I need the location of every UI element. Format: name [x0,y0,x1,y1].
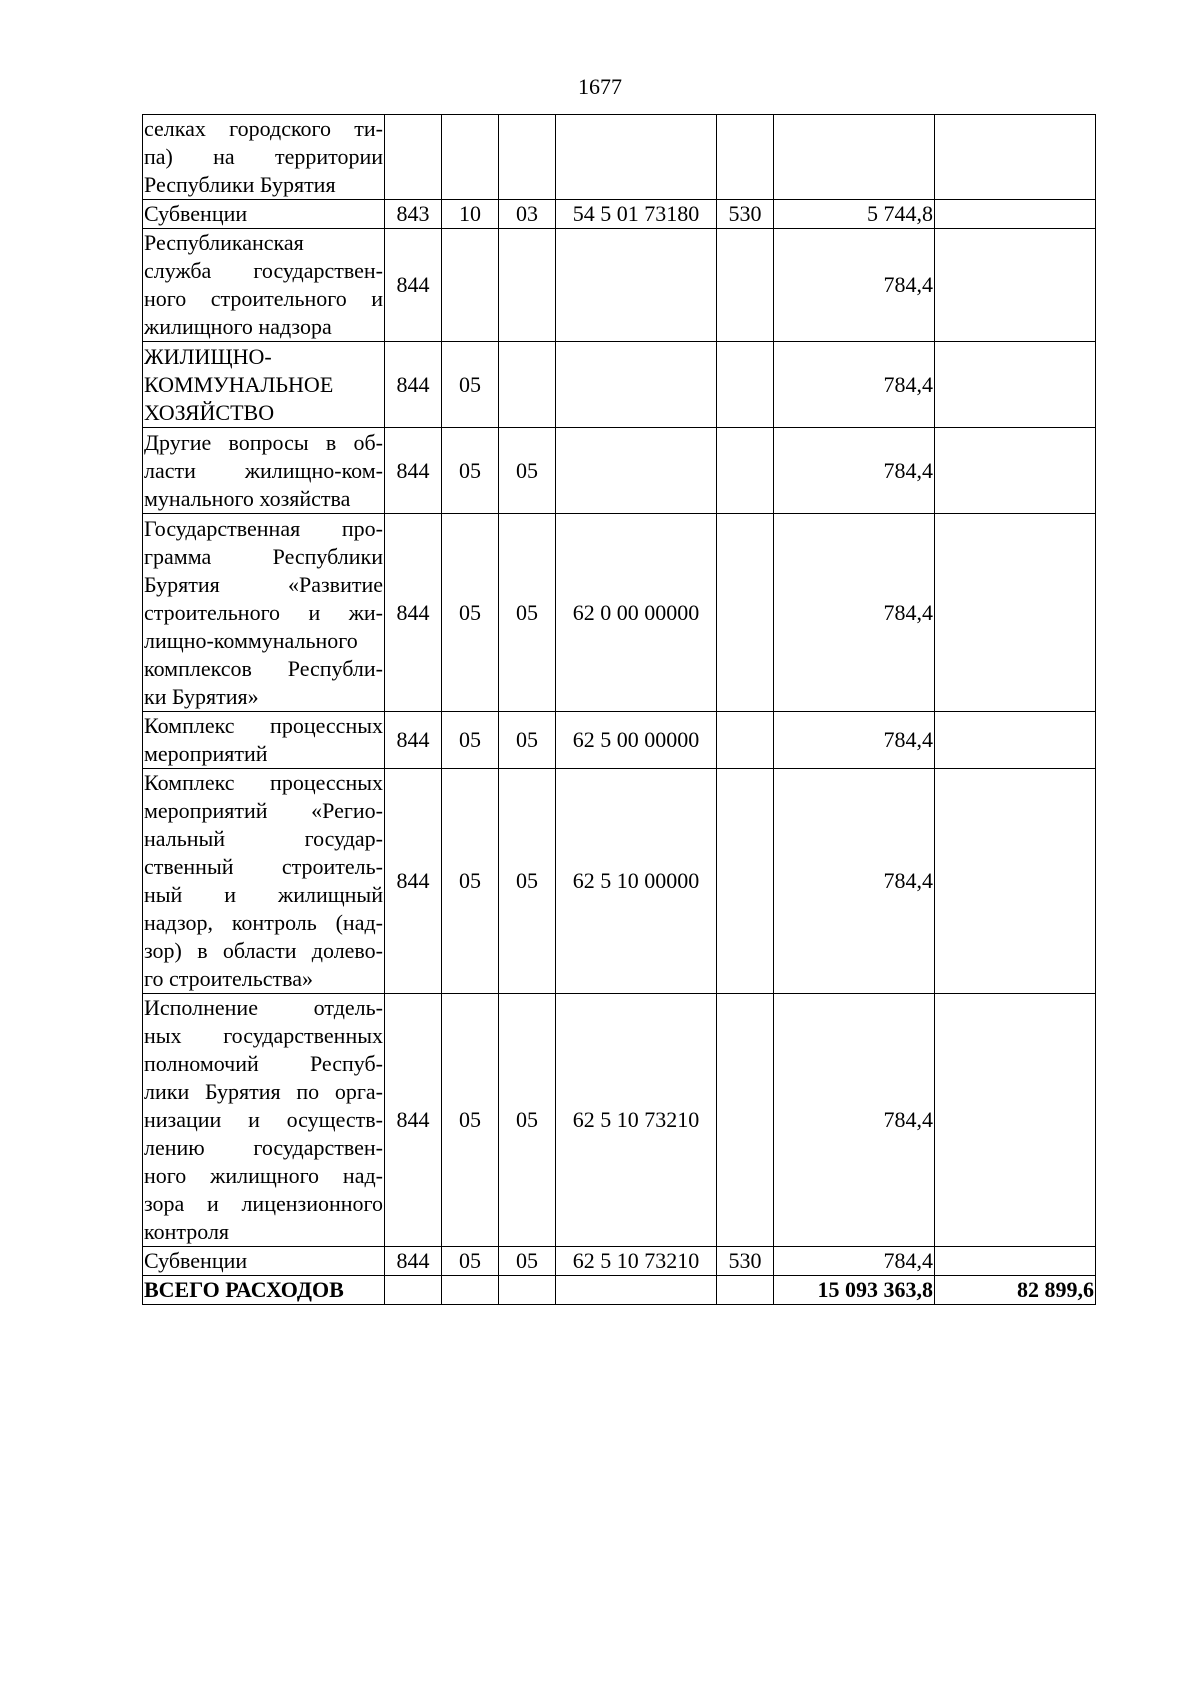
item-name-line: Субвенции [144,201,248,226]
target-article-cell [556,229,717,342]
amount-extra-cell [935,229,1096,342]
item-name-line: служба государствен- [144,258,383,283]
amount-extra-cell [935,994,1096,1247]
target-article-cell: 62 5 10 00000 [556,769,717,994]
item-name-line: Другие вопросы в об- [144,429,383,455]
item-name-line: зора и лицензионного [144,1191,383,1216]
amount-extra-cell [935,428,1096,514]
item-name-cell [143,769,385,994]
section-code-cell: 10 [442,200,499,229]
subsection-code-cell: 05 [499,1247,556,1276]
table-row [143,769,1096,994]
item-name-line: мероприятий [144,741,268,766]
ministry-code-cell: 844 [385,712,442,769]
item-name-line: Республики Бурятия [144,172,336,197]
subsection-code-cell: 03 [499,200,556,229]
item-name-line: мунального хозяйства [144,485,351,511]
item-name-line: Субвенции [144,1248,248,1273]
item-name-line: ЖИЛИЩНО- [144,343,272,369]
target-article-cell: 62 5 10 73210 [556,994,717,1247]
item-name-line: низации и осуществ- [144,1107,383,1132]
item-name-line: Исполнение отдель- [144,995,383,1020]
table-body [143,115,1096,1305]
subsection-code-cell [499,115,556,200]
expense-type-cell [717,769,774,994]
target-article-cell [556,428,717,514]
item-name-cell [143,994,385,1247]
table-row [143,229,1096,342]
item-name-cell [143,1247,385,1276]
item-name-line: ки Бурятия» [144,683,259,709]
ministry-code-cell: 844 [385,514,442,712]
target-article-cell: 62 5 00 00000 [556,712,717,769]
amount-extra-cell [935,514,1096,712]
expense-type-cell [717,342,774,428]
amount-extra-cell [935,342,1096,428]
total-amount-cell: 15 093 363,8 [774,1276,935,1305]
subsection-code-cell [499,342,556,428]
table-row [143,712,1096,769]
subsection-code-cell: 05 [499,769,556,994]
item-name-line: лищно-коммунального [144,627,358,653]
item-name-line: Республиканская [144,230,304,255]
item-name-line: ного строительного и [144,286,383,311]
item-name-cell [143,200,385,229]
item-name-line: Государственная про- [144,515,383,541]
item-name-line: ного жилищного над- [144,1163,383,1188]
item-name-line: ный и жилищный [144,882,383,907]
amount-cell [774,115,935,200]
item-name-line: Комплекс процессных [144,770,383,795]
amount-extra-cell [935,769,1096,994]
subsection-code-cell [499,229,556,342]
item-name-cell [143,229,385,342]
item-name-line: надзор, контроль (над- [144,910,383,935]
amount-cell: 784,4 [774,1247,935,1276]
empty-cell [499,1276,556,1305]
amount-cell: 5 744,8 [774,200,935,229]
ministry-code-cell: 844 [385,1247,442,1276]
item-name-line: контроля [144,1219,230,1244]
amount-cell: 784,4 [774,769,935,994]
amount-extra-cell [935,115,1096,200]
item-name-line: нальный государ- [144,826,383,851]
item-name-cell [143,712,385,769]
item-name-line: па) на территории [144,144,383,169]
item-name-line: КОММУНАЛЬНОЕ [144,371,334,397]
expense-type-cell [717,428,774,514]
item-name-cell [143,342,385,428]
ministry-code-cell: 844 [385,994,442,1247]
target-article-cell: 62 5 10 73210 [556,1247,717,1276]
target-article-cell [556,115,717,200]
item-name-line: ласти жилищно-ком- [144,457,383,483]
section-code-cell: 05 [442,1247,499,1276]
amount-extra-cell [935,200,1096,229]
section-code-cell: 05 [442,342,499,428]
amount-extra-cell [935,712,1096,769]
target-article-cell: 54 5 01 73180 [556,200,717,229]
empty-cell [385,1276,442,1305]
page-number: 1677 [578,74,622,99]
item-name-line: го строительства» [144,966,314,991]
amount-cell: 784,4 [774,712,935,769]
budget-table [142,114,1096,1305]
amount-extra-cell [935,1247,1096,1276]
table-row [143,428,1096,514]
section-code-cell: 05 [442,994,499,1247]
amount-cell: 784,4 [774,342,935,428]
section-code-cell: 05 [442,428,499,514]
item-name-line: лики Бурятия по орга- [144,1079,383,1104]
target-article-cell: 62 0 00 00000 [556,514,717,712]
ministry-code-cell: 844 [385,428,442,514]
expense-type-cell [717,994,774,1247]
expense-type-cell [717,712,774,769]
section-code-cell: 05 [442,712,499,769]
ministry-code-cell [385,115,442,200]
table-row [143,1247,1096,1276]
ministry-code-cell: 844 [385,769,442,994]
item-name-line: ХОЗЯЙСТВО [144,399,275,425]
expense-type-cell [717,115,774,200]
item-name-line: ственный строитель- [144,854,383,879]
subsection-code-cell: 05 [499,428,556,514]
subsection-code-cell: 05 [499,514,556,712]
amount-cell: 784,4 [774,514,935,712]
item-name-line: жилищного надзора [144,314,332,339]
item-name-line: строительного и жи- [144,599,383,625]
table-row [143,115,1096,200]
ministry-code-cell: 844 [385,342,442,428]
item-name-line: полномочий Респуб- [144,1051,383,1076]
item-name-line: комплексов Республи- [144,655,383,681]
empty-cell [442,1276,499,1305]
empty-cell [717,1276,774,1305]
total-label-cell: ВСЕГО РАСХОДОВ [143,1276,385,1305]
total-row [143,1276,1096,1305]
target-article-cell [556,342,717,428]
expense-type-cell: 530 [717,200,774,229]
ministry-code-cell: 843 [385,200,442,229]
amount-cell: 784,4 [774,994,935,1247]
item-name-line: Комплекс процессных [144,713,383,738]
amount-cell: 784,4 [774,229,935,342]
item-name-line: лению государствен- [144,1135,383,1160]
item-name-cell [143,115,385,200]
subsection-code-cell: 05 [499,712,556,769]
ministry-code-cell: 844 [385,229,442,342]
expense-type-cell [717,229,774,342]
total-amount-extra-cell: 82 899,6 [935,1276,1096,1305]
section-code-cell [442,115,499,200]
amount-cell: 784,4 [774,428,935,514]
section-code-cell: 05 [442,769,499,994]
item-name-line: зор) в области долево- [144,938,383,963]
table-row [143,514,1096,712]
table-row [143,200,1096,229]
table-row [143,994,1096,1247]
empty-cell [556,1276,717,1305]
item-name-line: Бурятия «Развитие [144,571,383,597]
section-code-cell [442,229,499,342]
expense-type-cell [717,514,774,712]
item-name-line: ных государственных [144,1023,383,1048]
item-name-line: селках городского ти- [144,116,383,141]
expense-type-cell: 530 [717,1247,774,1276]
table-row [143,342,1096,428]
item-name-line: мероприятий «Регио- [144,798,383,823]
item-name-line: грамма Республики [144,543,383,569]
item-name-cell [143,514,385,712]
subsection-code-cell: 05 [499,994,556,1247]
section-code-cell: 05 [442,514,499,712]
item-name-cell [143,428,385,514]
